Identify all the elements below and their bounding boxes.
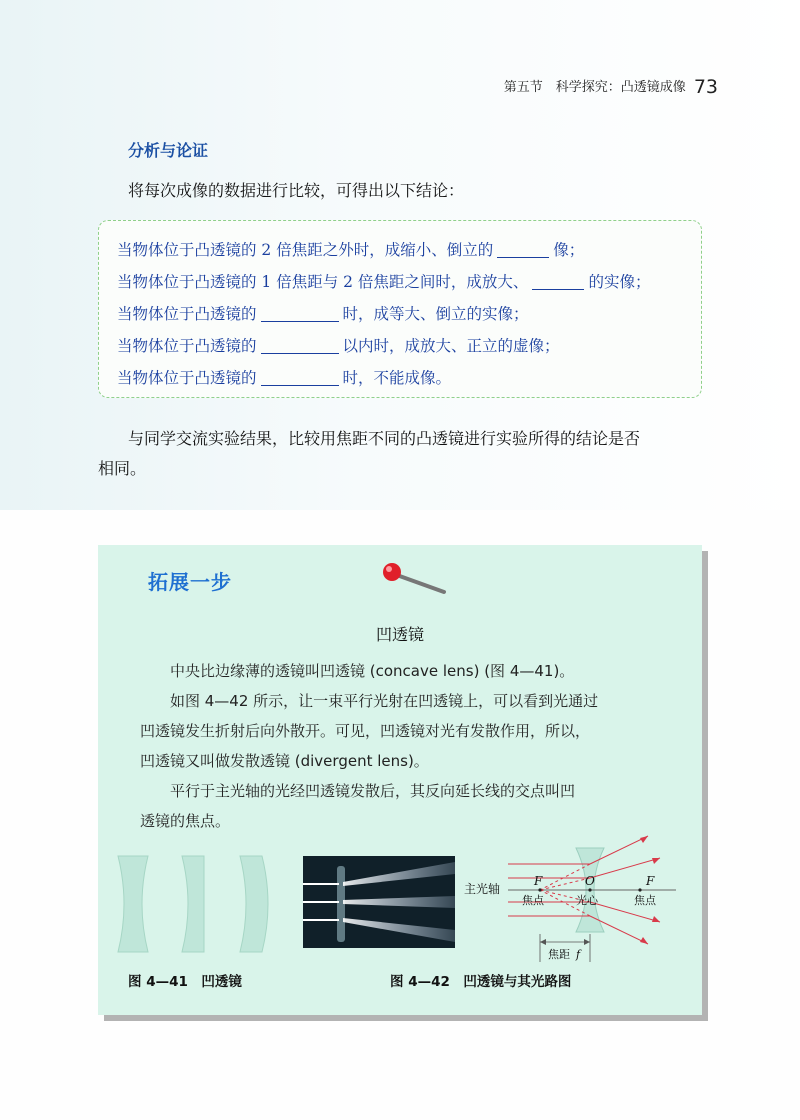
optical-center-letter: O (585, 874, 595, 888)
conclusion-text: 当物体位于凸透镜的 (117, 337, 257, 355)
extension-para-2-line-3: 凹透镜又叫做发散透镜 (divergent lens)。 (140, 752, 429, 770)
chapter-title: 第五节 科学探究：凸透镜成像 (503, 80, 686, 95)
extension-para-3-line-1: 平行于主光轴的光经凹透镜发散后，其反向延长线的交点叫凹 (170, 782, 576, 800)
conclusion-text: 当物体位于凸透镜的 (117, 305, 257, 323)
pushpin-icon (380, 562, 452, 598)
focus-right-letter: F (646, 874, 655, 888)
conclusions-box (98, 220, 702, 398)
focus-left-letter: F (534, 874, 543, 888)
extension-para-1: 中央比边缘薄的透镜叫凹透镜 (concave lens) (图 4—41)。 (170, 662, 575, 680)
optical-center-label: 光心 (576, 894, 598, 907)
extension-para-2-line-1: 如图 4—42 所示，让一束平行光射在凹透镜上，可以看到光通过 (170, 692, 599, 710)
extension-title: 拓展一步 (148, 570, 232, 594)
section-title: 分析与论证 (128, 141, 209, 160)
conclusion-line-2 (117, 270, 650, 292)
running-header (504, 76, 718, 98)
exchange-line-2: 相同。 (98, 459, 147, 478)
conclusion-text: 像； (553, 241, 585, 259)
extension-para-2-line-2: 凹透镜发生折射后向外散开。可见，凹透镜对光有发散作用，所以， (140, 722, 591, 740)
conclusion-line-3 (117, 302, 529, 324)
focal-length-label: 焦距 (548, 948, 570, 961)
exchange-line-1: 与同学交流实验结果，比较用焦距不同的凸透镜进行实验所得的结论是否 (128, 429, 641, 448)
answer-blank[interactable] (532, 275, 584, 290)
answer-blank[interactable] (261, 371, 339, 386)
figure-4-41-caption: 图 4—41 凹透镜 (128, 974, 242, 990)
figure-4-42-caption: 图 4—42 凹透镜与其光路图 (390, 974, 572, 990)
conclusion-text: 当物体位于凸透镜的 (117, 369, 257, 387)
focus-right-label: 焦点 (634, 894, 656, 907)
conclusion-line-1 (117, 238, 584, 260)
conclusion-text: 的实像； (588, 273, 651, 291)
axis-label: 主光轴 (464, 882, 501, 896)
answer-blank[interactable] (497, 243, 549, 258)
focus-left-label: 焦点 (522, 894, 544, 907)
conclusion-text: 时，成等大、倒立的实像； (342, 305, 529, 323)
conclusion-text: 当物体位于凸透镜的 2 倍焦距之外时，成缩小、倒立的 (117, 241, 494, 259)
focal-length-symbol: f (576, 948, 581, 961)
biconcave-lens (118, 856, 148, 952)
answer-blank[interactable] (261, 307, 339, 322)
lens-experiment-photo (303, 856, 455, 948)
concave-lens-ray-diagram (464, 834, 690, 964)
conclusion-text: 当物体位于凸透镜的 1 倍焦距与 2 倍焦距之间时，成放大、 (117, 273, 529, 291)
extension-para-3-line-2: 透镜的焦点。 (140, 812, 231, 830)
section-intro: 将每次成像的数据进行比较，可得出以下结论： (128, 181, 465, 200)
conclusion-line-5 (117, 366, 451, 388)
meniscus-concave-lens (240, 856, 268, 952)
extension-subtitle: 凹透镜 (375, 625, 424, 644)
conclusion-text: 时，不能成像。 (342, 369, 452, 387)
answer-blank[interactable] (261, 339, 339, 354)
conclusion-text: 以内时，成放大、正立的虚像； (342, 337, 560, 355)
page-number: 73 (693, 76, 718, 98)
concave-lenses-figure (112, 852, 272, 956)
plano-concave-lens (182, 856, 204, 952)
conclusion-line-4 (117, 334, 560, 356)
